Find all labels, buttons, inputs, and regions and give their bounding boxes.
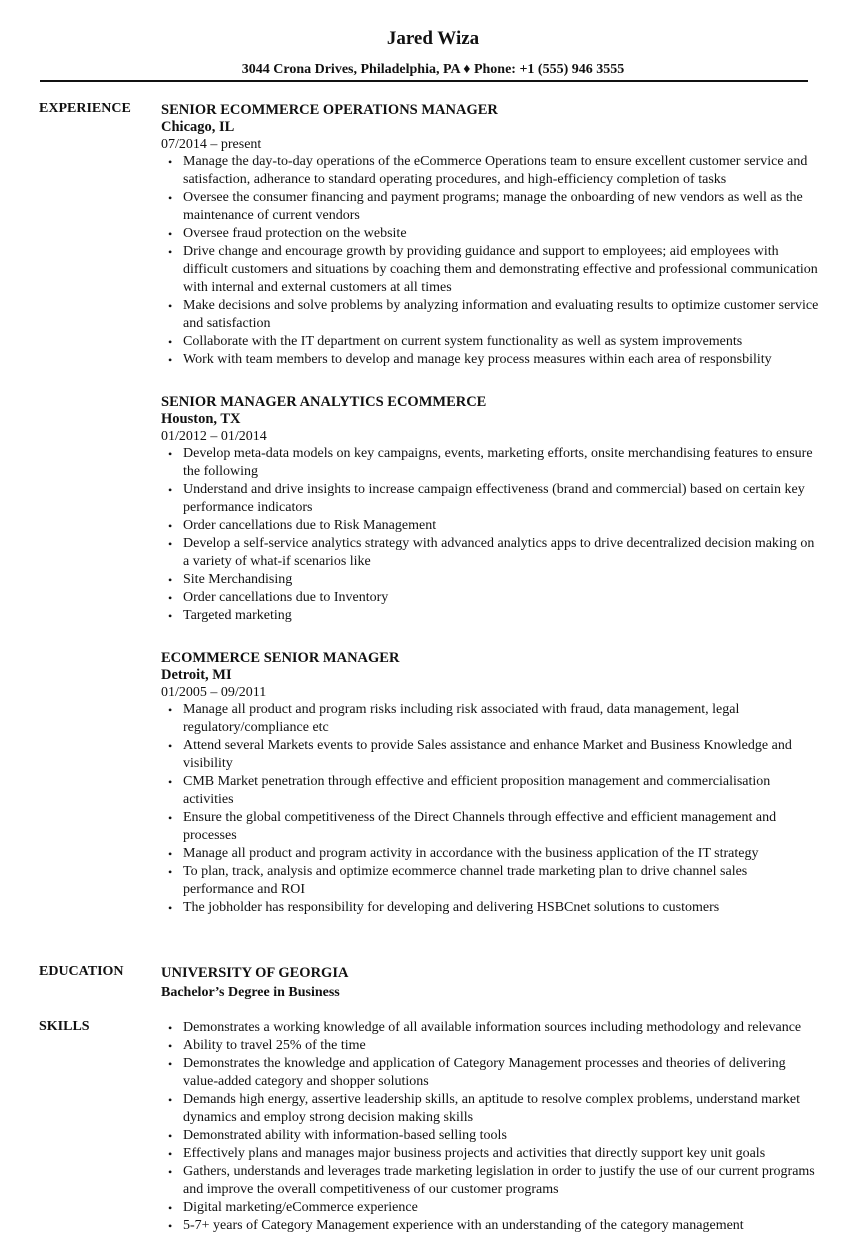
degree: Bachelor’s Degree in Business xyxy=(161,985,340,1000)
list-item: • Demonstrates a working knowledge of all available information sources including methodology and relevance xyxy=(161,1019,821,1037)
job-title: SENIOR MANAGER ANALYTICS ECOMMERCE xyxy=(161,394,487,410)
list-item: • Order cancellations due to Risk Management xyxy=(161,517,821,535)
job-entry xyxy=(161,393,821,625)
list-item: • Demonstrated ability with information-based selling tools xyxy=(161,1127,821,1145)
list-item: • Demonstrates the knowledge and application of Category Management processes and theories of delivering value-added category and shopper solutions xyxy=(161,1055,821,1091)
list-item: • Demands high energy, assertive leadership skills, an aptitude to resolve complex problems, understand market dynamics and employ strong decision making skills xyxy=(161,1091,821,1127)
list-item: • Oversee fraud protection on the website xyxy=(161,225,821,243)
list-item: • Drive change and encourage growth by providing guidance and support to employees; aid employees with difficult customers and situations by coaching them and demonstrating effective and professional communication with internal and external customers at all times xyxy=(161,243,821,297)
list-item: • Manage all product and program activity in accordance with the business application of the IT strategy xyxy=(161,845,821,863)
job-dates: 07/2014 – present xyxy=(161,137,262,152)
list-item: • Ability to travel 25% of the time xyxy=(161,1037,821,1055)
candidate-name: Jared Wiza xyxy=(386,28,480,49)
list-item: • 5-7+ years of Category Management experience with an understanding of the category management xyxy=(161,1217,821,1235)
skills-body xyxy=(161,1019,821,1235)
list-item: • Attend several Markets events to provide Sales assistance and enhance Market and Business Knowledge and visibility xyxy=(161,737,821,773)
list-item: • CMB Market penetration through effective and efficient proposition management and commercialisation activities xyxy=(161,773,821,809)
job-title: SENIOR ECOMMERCE OPERATIONS MANAGER xyxy=(161,102,498,118)
job-dates: 01/2012 – 01/2014 xyxy=(161,429,267,444)
job-location: Detroit, MI xyxy=(161,667,232,683)
list-item: • Ensure the global competitiveness of the Direct Channels through effective and efficient management and processes xyxy=(161,809,821,845)
job-location: Houston, TX xyxy=(161,411,241,427)
experience-body xyxy=(161,101,821,917)
list-item: • The jobholder has responsibility for developing and delivering HSBCnet solutions to customers xyxy=(161,899,821,917)
list-item: • Targeted marketing xyxy=(161,607,821,625)
header-divider xyxy=(40,80,808,82)
list-item: • Make decisions and solve problems by analyzing information and evaluating results to optimize customer service and satisfaction xyxy=(161,297,821,333)
list-item: • Digital marketing/eCommerce experience xyxy=(161,1199,821,1217)
list-item: • Effectively plans and manages major business projects and activities that directly support key unit goals xyxy=(161,1145,821,1163)
job-bullets xyxy=(161,701,821,917)
list-item: • Develop meta-data models on key campaigns, events, marketing efforts, onsite merchandising features to ensure the following xyxy=(161,445,821,481)
school-name: UNIVERSITY OF GEORGIA xyxy=(161,965,349,981)
skills-bullets xyxy=(161,1019,821,1235)
list-item: • Site Merchandising xyxy=(161,571,821,589)
job-entry xyxy=(161,101,821,369)
education-body xyxy=(161,964,821,1002)
list-item: • To plan, track, analysis and optimize ecommerce channel trade marketing plan to drive channel sales performance and ROI xyxy=(161,863,821,899)
list-item: • Understand and drive insights to increase campaign effectiveness (brand and commercial) based on certain key performance indicators xyxy=(161,481,821,517)
list-item: • Manage all product and program risks including risk associated with fraud, data management, legal regulatory/compliance etc xyxy=(161,701,821,737)
list-item: • Oversee the consumer financing and payment programs; manage the onboarding of new vendors as well as the maintenance of current vendors xyxy=(161,189,821,225)
job-entry xyxy=(161,649,821,917)
job-dates: 01/2005 – 09/2011 xyxy=(161,685,267,700)
list-item: • Manage the day-to-day operations of the eCommerce Operations team to ensure excellent customer service and satisfaction, adherance to standard operating procedures, and high-efficiency completion of tasks xyxy=(161,153,821,189)
job-title: ECOMMERCE SENIOR MANAGER xyxy=(161,650,400,666)
list-item: • Develop a self-service analytics strategy with advanced analytics apps to drive decentralized decision making on a variety of what-if scenarios like xyxy=(161,535,821,571)
job-bullets xyxy=(161,153,821,369)
job-bullets xyxy=(161,445,821,625)
section-label-experience: EXPERIENCE xyxy=(39,101,131,116)
section-label-skills: SKILLS xyxy=(39,1019,90,1034)
list-item: • Order cancellations due to Inventory xyxy=(161,589,821,607)
list-item: • Gathers, understands and leverages trade marketing legislation in order to justify the use of our current programs and improve the overall competitiveness of our customer programs xyxy=(161,1163,821,1199)
list-item: • Work with team members to develop and manage key process measures within each area of responsbility xyxy=(161,351,821,369)
section-label-education: EDUCATION xyxy=(39,964,124,979)
list-item: • Collaborate with the IT department on current system functionality as well as system improvements xyxy=(161,333,821,351)
contact-line: 3044 Crona Drives, Philadelphia, PA ♦ Phone: +1 (555) 946 3555 xyxy=(241,62,625,77)
job-location: Chicago, IL xyxy=(161,119,235,135)
